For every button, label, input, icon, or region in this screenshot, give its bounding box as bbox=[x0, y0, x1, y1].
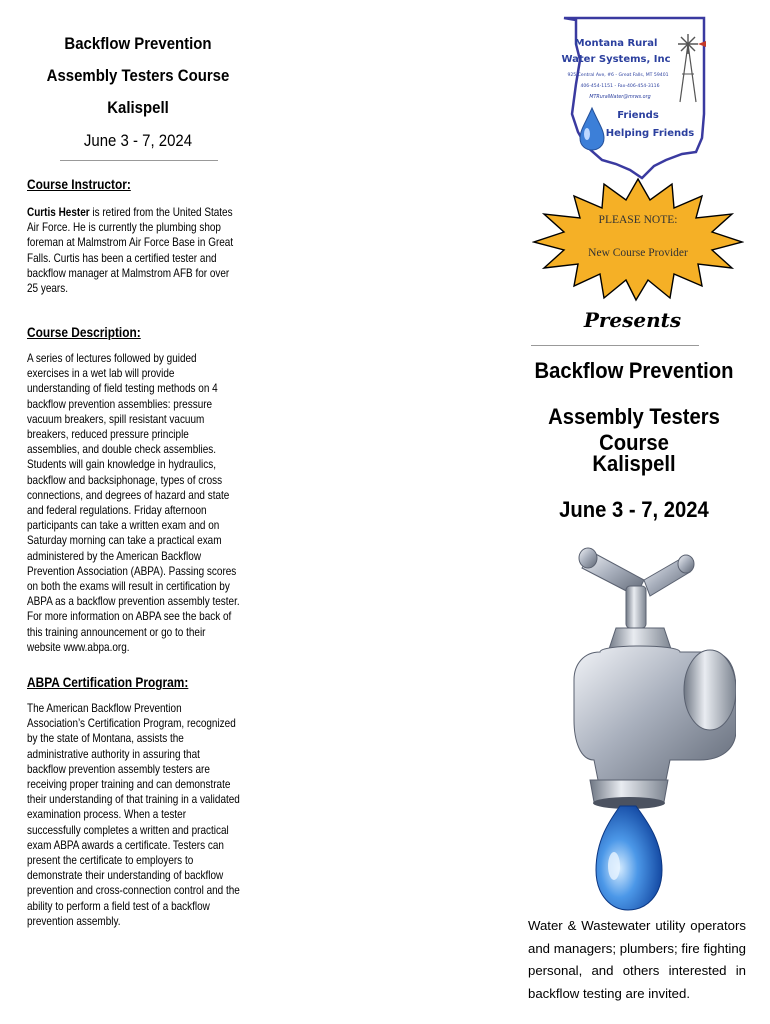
right-divider bbox=[531, 345, 699, 346]
left-divider bbox=[60, 160, 218, 161]
instructor-name: Curtis Hester bbox=[27, 206, 90, 219]
left-title-line-1: Backflow Prevention bbox=[64, 34, 212, 53]
abpa-heading: ABPA Certification Program: bbox=[27, 674, 189, 690]
right-title-line-2: Assembly Testers Course bbox=[548, 404, 720, 455]
instructor-bio: is retired from the United States Air Force. He is currently the plumbing shop foreman at Malmstrom Air Force Base in Great Falls. Curtis has been a certified tester and backflow manager at Malmstrom AFB for over 25 years. bbox=[27, 206, 234, 296]
notice-line2: New Course Provider bbox=[588, 247, 688, 259]
logo-tagline1: Friends bbox=[617, 110, 659, 121]
logo-tagline2: Helping Friends bbox=[605, 128, 695, 139]
faucet-icon bbox=[560, 540, 736, 914]
right-course-date: June 3 - 7, 2024 bbox=[559, 497, 709, 522]
logo-address: 925 Central Ave, #6 - Great Falls, MT 59401 bbox=[567, 73, 669, 78]
left-title-line-3: Kalispell bbox=[107, 98, 169, 117]
left-header bbox=[27, 28, 249, 158]
instructor-heading: Course Instructor: bbox=[27, 176, 131, 192]
mrws-logo bbox=[558, 14, 706, 180]
logo-name-line1: Montana Rural bbox=[574, 38, 658, 49]
left-title-line-2: Assembly Testers Course bbox=[46, 66, 230, 85]
right-title-line-3: Kalispell bbox=[592, 451, 676, 476]
logo-name-line2: Water Systems, Inc bbox=[561, 54, 671, 65]
logo-email: MTRuralWater@mrws.org bbox=[589, 95, 651, 100]
right-title-line-1: Backflow Prevention bbox=[534, 358, 734, 383]
invite-paragraph: Water & Wastewater utility operators and managers; plumbers; fire fighting personal, and others interested in backflow testing are invited. bbox=[528, 918, 746, 1001]
description-paragraph: A series of lectures followed by guided exercises in a wet lab will provide understanding of field testing methods on 4 backflow prevention assemblies: pressure vacuum breakers, spill resistant vacuum breakers, reduced pressure principle assemblies, and double check assemblies. Students will gain knowledge in hydraulics, backflow and backsiphonage, types of cross connections, and degrees of hazard and state and federal regulations. Friday afternoon participants can take a written exam and on Saturday morning can take a practical exam administered by the American Backflow Prevention Association (ABPA). Passing scores on both the exams will result in certification by ABPA as a backflow prevention assembly tester. For more information on ABPA see the back of this training announcement or go to their website www.abpa.org. bbox=[27, 352, 240, 654]
presents-label: Presents bbox=[583, 308, 682, 332]
starburst-shape bbox=[532, 176, 744, 302]
logo-phone: 406-454-1151 - Fax-406-454-3116 bbox=[580, 84, 660, 89]
description-heading: Course Description: bbox=[27, 324, 141, 340]
abpa-paragraph: The American Backflow Prevention Association’s Certification Program, recognized by the state of Montana, assists the administrative authority in assuring that backflow prevention assembly testers are receiving proper training and can demonstrate their understanding of that training in a validated examination process. When a tester successfully completes a written and practical exam ABPA awards a certificate. Testers can present the certificate to employers to demonstrate their understanding of backflow prevention and cross-connection control and the ability to perform a field test of a backflow prevention assembly. bbox=[27, 702, 240, 928]
notice-starburst bbox=[532, 176, 744, 302]
left-course-date: June 3 - 7, 2024 bbox=[83, 131, 193, 150]
notice-line1: PLEASE NOTE: bbox=[598, 214, 678, 226]
instructor-paragraph bbox=[27, 205, 240, 296]
